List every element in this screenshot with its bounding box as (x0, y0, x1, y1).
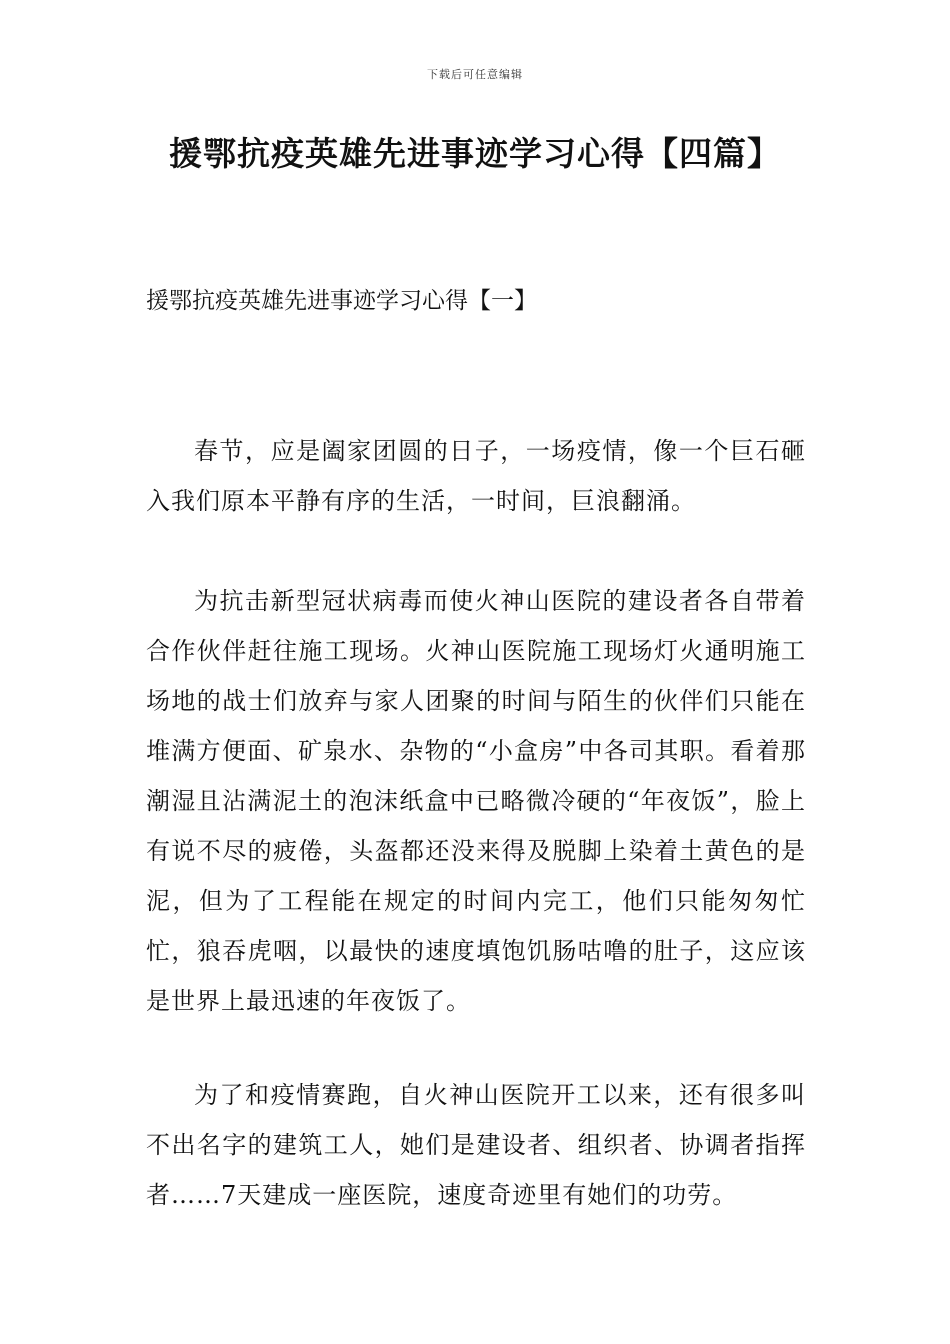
header-note: 下载后可任意编辑 (427, 68, 523, 81)
paragraph-2: 为抗击新型冠状病毒而使火神山医院的建设者各自带着合作伙伴赶往施工现场。火神山医院施工现场灯火通明施工场地的战士们放弃与家人团聚的时间与陌生的伙伴们只能在堆满方便面、矿泉水、杂物的“小盒房”中各司其职。看着那潮湿且沾满泥土的泡沫纸盒中已略微冷硬的“年夜饭”，脸上有说不尽的疲倦，头盔都还没来得及脱脚上染着土黄色的是泥，但为了工程能在规定的时间内完工，他们只能匆匆忙忙，狼吞虎咽，以最快的速度填饱饥肠咕噜的肚子，这应该是世界上最迅速的年夜饭了。 (146, 587, 806, 1015)
paragraph-3: 为了和疫情赛跑，自火神山医院开工以来，还有很多叫不出名字的建筑工人，她们是建设者、组织者、协调者指挥者……7天建成一座医院，速度奇迹里有她们的功劳。 (146, 1081, 806, 1209)
section-heading: 援鄂抗疫英雄先进事迹学习心得【一】 (146, 288, 537, 314)
document-title: 援鄂抗疫英雄先进事迹学习心得【四篇】 (169, 134, 781, 173)
paragraph-1: 春节，应是阖家团圆的日子，一场疫情，像一个巨石砸入我们原本平静有序的生活，一时间，巨浪翻涌。 (146, 437, 806, 515)
